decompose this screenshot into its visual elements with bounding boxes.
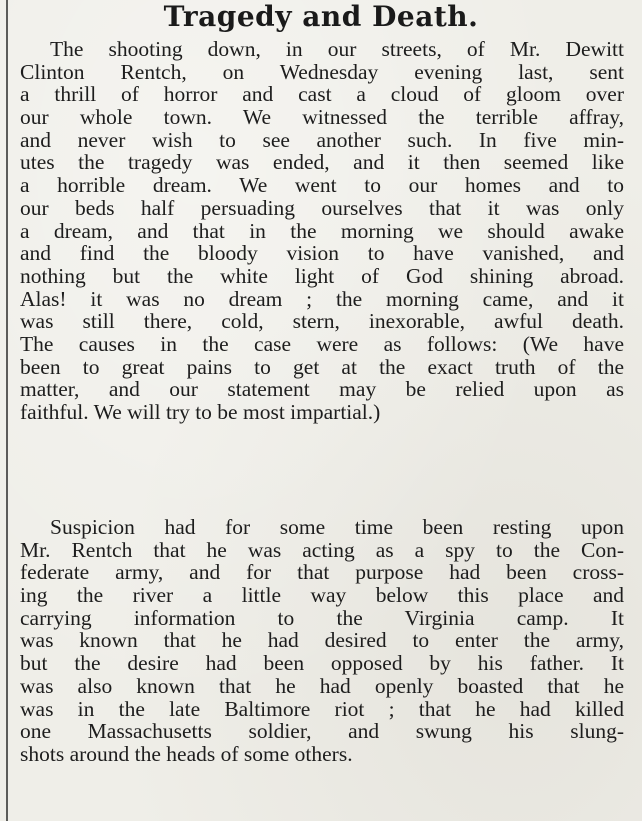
text-line: been to great pains to get at the exact truth of the bbox=[20, 354, 624, 379]
text-line: Clinton Rentch, on Wednesday evening last, sent bbox=[20, 59, 624, 84]
text-line: nothing but the white light of God shining abroad. bbox=[20, 263, 624, 288]
column-rule bbox=[6, 0, 8, 821]
text-line: ing the river a little way below this place and bbox=[20, 583, 624, 608]
text-line: our beds half persuading ourselves that it was only bbox=[20, 195, 624, 220]
text-line: Alas! it was no dream ; the morning came, and it bbox=[20, 286, 624, 311]
text-line: a horrible dream. We went to our homes and to bbox=[20, 173, 624, 198]
text-line: was known that he had desired to enter the army, bbox=[20, 628, 624, 653]
text-line: matter, and our statement may be relied upon as bbox=[20, 377, 624, 402]
text-line: was still there, cold, stern, inexorable, awful death. bbox=[20, 309, 624, 334]
text-line: and find the bloody vision to have vanished, and bbox=[20, 241, 624, 266]
text-line: carrying information to the Virginia camp. It bbox=[20, 605, 624, 630]
text-line: one Massachusetts soldier, and swung his slung- bbox=[20, 719, 624, 744]
text-line: shots around the heads of some others. bbox=[20, 741, 353, 766]
article-headline: Tragedy and Death. bbox=[163, 0, 479, 33]
text-line: faithful. We will try to be most impartial.) bbox=[20, 400, 381, 424]
text-line: and never wish to see another such. In five min- bbox=[20, 127, 624, 152]
text-line: a dream, and that in the morning we should awake bbox=[20, 218, 624, 243]
text-line: Suspicion had for some time been resting upon bbox=[50, 515, 624, 539]
article-paragraph-2 bbox=[20, 516, 624, 766]
text-line: a thrill of horror and cast a cloud of gloom over bbox=[20, 82, 624, 107]
article-paragraph-1 bbox=[20, 38, 624, 424]
text-line: The shooting down, in our streets, of Mr. Dewitt bbox=[50, 37, 624, 61]
text-line: utes the tragedy was ended, and it then seemed like bbox=[20, 150, 624, 175]
text-line: Mr. Rentch that he was acting as a spy to the Con- bbox=[20, 537, 624, 562]
text-line: federate army, and for that purpose had been cross- bbox=[20, 560, 624, 585]
text-line: our whole town. We witnessed the terrible affray, bbox=[20, 105, 624, 130]
text-line: but the desire had been opposed by his father. It bbox=[20, 651, 624, 676]
text-line: was in the late Baltimore riot ; that he had killed bbox=[20, 696, 624, 721]
text-line: The causes in the case were as follows: (We have bbox=[20, 331, 624, 356]
text-line: was also known that he had openly boasted that he bbox=[20, 673, 624, 698]
